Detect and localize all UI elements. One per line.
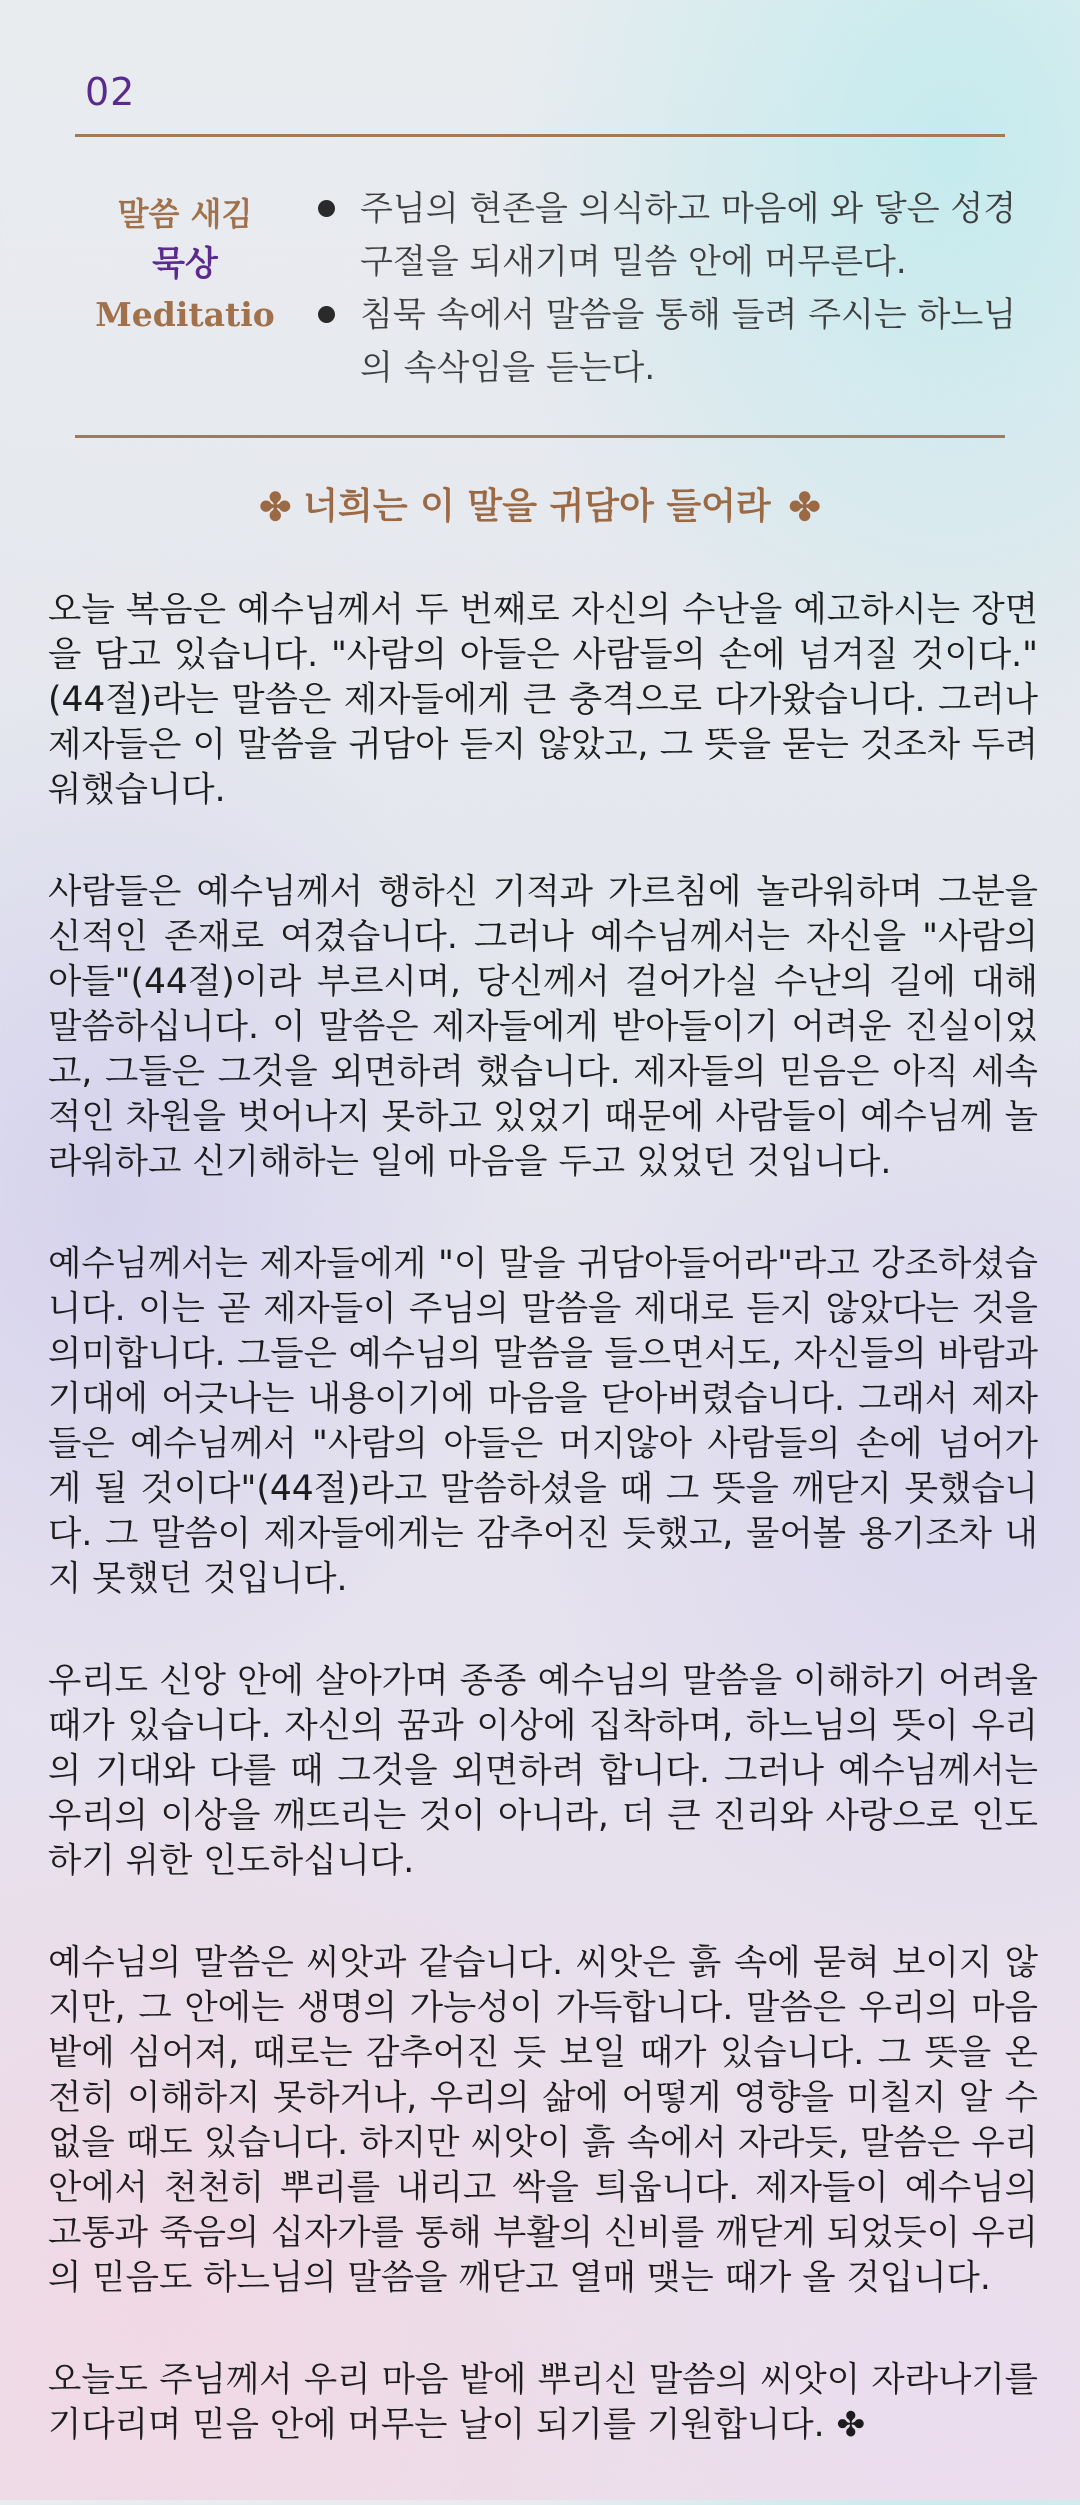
- label-latin: Meditatio: [95, 295, 275, 334]
- body-paragraph: 예수님께서는 제자들에게 "이 말을 귀담아들어라"라고 강조하셨습니다. 이는 곧 제자들이 주님의 말씀을 제대로 듣지 않았다는 것을 의미합니다. 그들은 예수님의 말씀을 들으면서도, 자신들의 바람과 기대에 어긋나는 내용이기에 마음을 닫아버렸습니다. 그래서 제자들은 예수님께서 "사람의 아들은 머지않아 사람들의 손에 넘어가게 될 것이다"(44절)라고 말씀하셨을 때 그 뜻을 깨닫지 못했습니다. 그 말씀이 제자들에게는 감추어진 듯했고, 물어볼 용기조차 내지 못했던 것입니다.: [48, 1244, 1038, 1599]
- closing-text: 오늘도 주님께서 우리 마음 밭에 뿌리신 말씀의 씨앗이 자라나기를 기다리며 믿음 안에 머무는 날이 되기를 기원합니다.: [48, 2360, 1038, 2445]
- body-paragraph: 우리도 신앙 안에 살아가며 종종 예수님의 말씀을 이해하기 어려울 때가 있습니다. 자신의 꿈과 이상에 집착하며, 하느님의 뜻이 우리의 기대와 다를 때 그것을 외면하려 합니다. 그러나 예수님께서는 우리의 이상을 깨뜨리는 것이 아니라, 더 큰 진리와 사랑으로 인도하기 위한 인도하십니다.: [48, 1661, 1038, 1881]
- list-item-text: 침묵 속에서 말씀을 통해 들려 주시는 하느님의 속삭임을 듣는다.: [360, 295, 1017, 388]
- clover-icon: ✤: [788, 484, 821, 529]
- list-item: [310, 183, 1025, 289]
- heading-text: 너희는 이 말을 귀담아 들어라: [303, 485, 771, 527]
- clover-icon: ✤: [836, 2405, 866, 2445]
- clover-icon: ✤: [259, 484, 292, 529]
- closing-paragraph: [48, 2358, 1038, 2448]
- list-item: [310, 289, 1025, 395]
- list-item-text: 주님의 현존을 의식하고 마음에 와 닿은 성경구절을 되새기며 밀씀 안에 머무른다.: [360, 189, 1017, 282]
- section-label: [75, 190, 295, 340]
- body-paragraph: 예수님의 말씀은 씨앗과 같습니다. 씨앗은 흙 속에 묻혀 보이지 않지만, 그 안에는 생명의 가능성이 가득합니다. 말씀은 우리의 마음 밭에 심어져, 때로는 감추어진 듯 보일 때가 있습니다. 그 뜻을 온전히 이해하지 못하거나, 우리의 삶에 어떻게 영향을 미칠지 알 수 없을 때도 있습니다. 하지만 씨앗이 흙 속에서 자라듯, 말씀은 우리 안에서 천천히 뿌리를 내리고 싹을 틔웁니다. 제자들이 예수님의 고통과 죽음의 십자가를 통해 부활의 신비를 깨닫게 되었듯이 우리의 믿음도 하느님의 말씀을 깨닫고 열매 맺는 때가 올 것입니다.: [48, 1943, 1038, 2298]
- body-paragraph: 오늘 복음은 예수님께서 두 번째로 자신의 수난을 예고하시는 장면을 담고 있습니다. "사람의 아들은 사람들의 손에 넘겨질 것이다."(44절)라는 말씀은 제자들에게 큰 충격으로 다가왔습니다. 그러나 제자들은 이 말씀을 귀담아 듣지 않았고, 그 뜻을 묻는 것조차 두려워했습니다.: [48, 590, 1038, 810]
- bullet-icon: [318, 306, 335, 323]
- section-number: 02: [85, 70, 136, 114]
- label-title: 말씀 새김: [117, 195, 253, 233]
- bottom-divider: [75, 435, 1005, 438]
- top-divider: [75, 134, 1005, 137]
- reflection-body: [48, 588, 1038, 2505]
- label-subtitle: 묵상: [152, 244, 218, 284]
- body-paragraph: 사람들은 예수님께서 행하신 기적과 가르침에 놀라워하며 그분을 신적인 존재로 여겼습니다. 그러나 예수님께서는 자신을 "사람의 아들"(44절)이라 부르시며, 당신께서 걸어가실 수난의 길에 대해 말씀하십니다. 이 말씀은 제자들에게 받아들이기 어려운 진실이었고, 그들은 그것을 외면하려 했습니다. 제자들의 믿음은 아직 세속적인 차원을 벗어나지 못하고 있었기 때문에 사람들이 예수님께 놀라워하고 신기해하는 일에 마음을 두고 있었던 것입니다.: [48, 872, 1038, 1182]
- instruction-list: [310, 183, 1025, 395]
- bullet-icon: [318, 200, 335, 217]
- reflection-heading: [0, 478, 1080, 529]
